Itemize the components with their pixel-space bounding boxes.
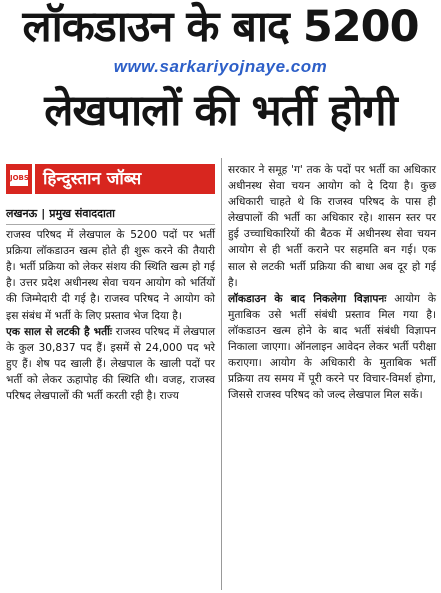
right-paragraph-2 [228,291,436,404]
right-column [228,162,436,403]
brand-banner [6,162,215,196]
left-paragraph-1: राजस्व परिषद में लेखपाल के 5200 पदों पर भर्ती प्रक्रिया लॉकडाउन खत्म होते ही शुरू करने की तैयारी है। भर्ती प्रक्रिया को लेकर संशय की स्थिति खत्म हो गई है। उत्तर प्रदेश अधीनस्थ सेवा चयन आयोग को भर्तियों की जिम्मेदारी दी गई है। राजस्व परिषद ने आयोग को इस संबंध में भर्ती के लिए प्रस्ताव भेज दिया है। [6,229,215,322]
subheading-2-text: आयोग के मुताबिक उसे भर्ती संबंधी प्रस्ताव मिल गया है। लॉकडाउन खत्म होने के बाद भर्ती संबंधी विज्ञापन निकाला जाएगा। ऑनलाइन आवेदन लेकर भर्ती परीक्षा कराएगा। आयोग के अधिकारी के मुताबिक भर्ती प्रक्रिया तय समय में पूरी करने पर विचार-विमर्श होगा, जिससे राजस्व परिषद को जल्द लेखपाल मिल सकें। [228,292,436,402]
jobs-file-label: JOBS [10,170,28,186]
column-divider [221,158,222,590]
right-paragraph-1: सरकार ने समूह 'ग' तक के पदों पर भर्ती का अधिकार अधीनस्थ सेवा चयन आयोग को दे दिया है। कुछ अधिकारी चाहते थे कि राजस्व परिषद के पास ही लेखपालों की भर्ती का अधिकार रहे। शासन स्तर पर हुई उच्चाधिकारियों की बैठक में अधीनस्थ सेवा चयन आयोग से ही भर्ती कराने पर सहमति बन गई। एक साल से लटकी भर्ती प्रक्रिया की बाधा अब दूर हो गई है। [228,164,436,289]
byline-separator: | [41,207,46,220]
subheading-1: एक साल से लटकी है भर्तीः [6,325,113,338]
headline-line-1: लॉकडाउन के बाद 5200 [22,2,419,52]
headline-line-2: लेखपालों की भर्ती होगी [44,86,397,136]
byline-place: लखनऊ [6,207,38,220]
website-watermark: www.sarkariyojnaye.com [113,57,328,76]
subheading-1-text: राजस्व परिषद में लेखपाल के कुल 30,837 पद हैं। इसमें से 24,000 पद भरे हुए हैं। शेष पद खाली हैं। लेखपाल के खाली पदों पर भर्ती को लेकर ऊहापोह की स्थिति थी। वजह, राजस्व परिषद लेखपालों की भर्ती करती रही है। राज्य [6,325,215,403]
byline [6,206,215,225]
brand-name: हिन्दुस्तान जॉब्स [32,164,215,194]
jobs-file-icon [6,164,32,194]
subheading-2: लॉकडाउन के बाद निकलेगा विज्ञापनः [228,292,387,305]
left-paragraph-2 [6,324,215,404]
byline-reporter: प्रमुख संवाददाता [49,207,115,220]
left-column [6,162,215,404]
